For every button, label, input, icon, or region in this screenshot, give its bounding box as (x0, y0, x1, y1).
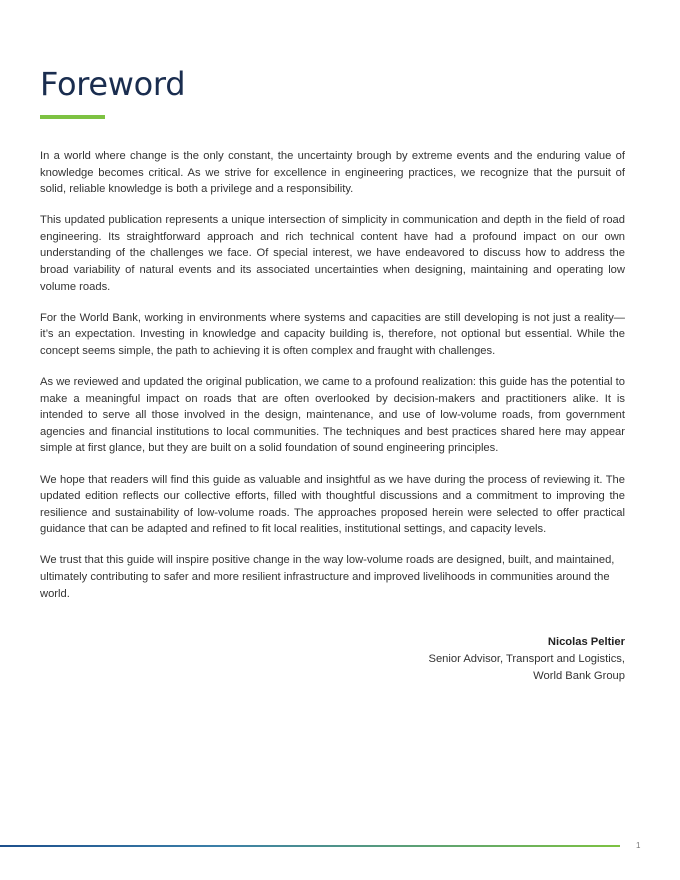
signatory-name: Nicolas Peltier (547, 636, 625, 648)
signatory-title: Senior Advisor, Transport and Logistics, (428, 653, 625, 665)
paragraph-2: This updated publication represents a unique intersection of simplicity in communication and depth in the field of road engineering. Its straightforward approach and rich technical content have had a profound impact on our own understanding of the challenges we face. Of special interest, we have endeavored to discuss how to address the broad variability of natural events and its associated uncertainties when designing, maintaining and operating low volume roads. (40, 214, 625, 293)
page-number: 1 (636, 841, 641, 850)
signature-block (428, 634, 625, 685)
foreword-body (40, 148, 625, 617)
paragraph-4: As we reviewed and updated the original publication, we came to a profound realization: this guide has the potential to make a meaningful impact on roads that are often overlooked by decision-makers and practitioners alike. It is intended to serve all those involved in the design, maintenance, and use of low-volume roads, from government agencies and financial institutions to local communities. The techniques and best practices shared here may appear simple at first glance, but they are built on a solid foundation of sound engineering principles. (40, 376, 625, 455)
title-underline-accent (40, 115, 105, 119)
paragraph-1: In a world where change is the only constant, the uncertainty brough by extreme events and the enduring value of knowledge becomes critical. As we strive for excellence in engineering practices, we recognize that the pursuit of solid, reliable knowledge is both a privilege and a responsibility. (40, 150, 625, 196)
paragraph-3: For the World Bank, working in environments where systems and capacities are still developing is not just a reality—it’s an expectation. Investing in knowledge and capacity building is, therefore, not optional but essential. While the concept seems simple, the path to achieving it is often complex and fraught with challenges. (40, 311, 625, 357)
page-title: Foreword (40, 65, 186, 103)
paragraph-5: We hope that readers will find this guide as valuable and insightful as we have during the process of reviewing it. The updated edition reflects our collective efforts, filled with thoughtful discussions and a commitment to improving the resilience and sustainability of low-volume roads. The approaches proposed herein were selected to offer practical guidance that can be adapted and refined to fit local realities, institutional settings, and capacity levels. (40, 473, 625, 536)
paragraph-6: We trust that this guide will inspire positive change in the way low-volume roads are designed, built, and maintained, ultimately contributing to safer and more resilient infrastructure and improved livelihoods in communities around the world. (40, 554, 615, 600)
footer-divider (0, 845, 620, 847)
signatory-organization: World Bank Group (533, 670, 625, 682)
